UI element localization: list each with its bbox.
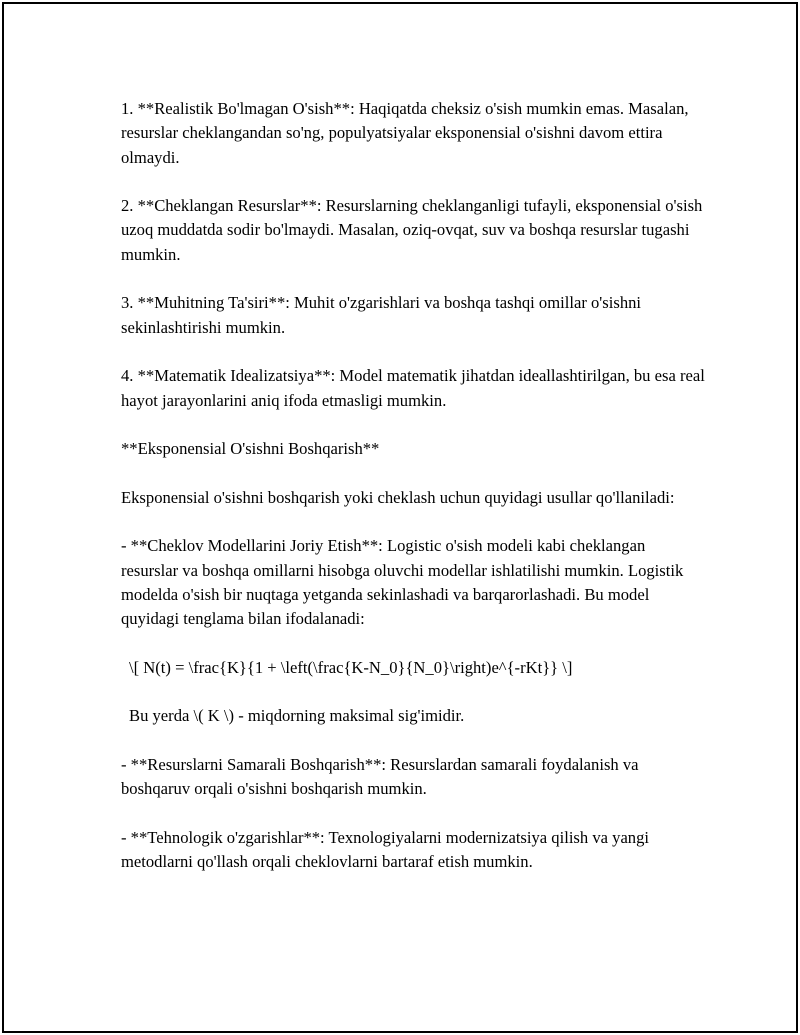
limitation-2-paragraph: 2. **Cheklangan Resurslar**: Resurslarning cheklanganligi tufayli, eksponensial o'sish uzoq muddatda sodir bo'lmaydi. Masalan, oziq-ovqat, suv va boshqa resurslar tugashi mumkin. <box>121 196 707 264</box>
limitation-4-paragraph: 4. **Matematik Idealizatsiya**: Model matematik jihatdan ideallashtirilgan, bu esa real hayot jarayonlarini aniq ifoda etmasligi mumkin. <box>121 366 709 410</box>
page-frame <box>2 2 798 1033</box>
bullet-technology-changes: - **Tehnologik o'zgarishlar**: Texnologiyalarni modernizatsiya qilish va yangi metodlarni qo'llash orqali cheklovlarni bartaraf etish mumkin. <box>121 827 654 872</box>
limitation-1-paragraph: 1. **Realistik Bo'lmagan O'sish**: Haqiqatda cheksiz o'sish mumkin emas. Masalan, resurslar cheklangandan so'ng, populyatsiyalar eksponensial o'sishni davom ettira olmaydi. <box>121 99 693 167</box>
limitation-3-paragraph: 3. **Muhitning Ta'siri**: Muhit o'zgarishlari va boshqa tashqi omillar o'sishni sekinlashtirishi mumkin. <box>121 293 646 337</box>
section-heading: **Eksponensial O'sishni Boshqarish** <box>121 439 380 459</box>
bullet-constraint-models: - **Cheklov Modellarini Joriy Etish**: Logistic o'sish modeli kabi cheklangan resurslar va boshqa omillarni hisobga oluvchi modellar ishlatilishi mumkin. Logistik modelda o'sish bir nuqtaga yetganda sekinlashadi va barqarorlashadi. Bu model quyidagi tenglama bilan ifodalanadi: <box>121 536 688 629</box>
equation-note: Bu yerda \( K \) - miqdorning maksimal sig'imidir. <box>129 706 465 726</box>
logistic-equation: \[ N(t) = \frac{K}{1 + \left(\frac{K-N_0}{N_0}\right)e^{-rKt}} \] <box>129 657 573 677</box>
bullet-resource-management: - **Resurslarni Samarali Boshqarish**: Resurslardan samarali foydalanish va boshqaruv orqali o'sishni boshqarish mumkin. <box>121 755 643 799</box>
intro-paragraph: Eksponensial o'sishni boshqarish yoki cheklash uchun quyidagi usullar qo'llaniladi: <box>121 487 675 507</box>
document-body <box>121 97 709 899</box>
